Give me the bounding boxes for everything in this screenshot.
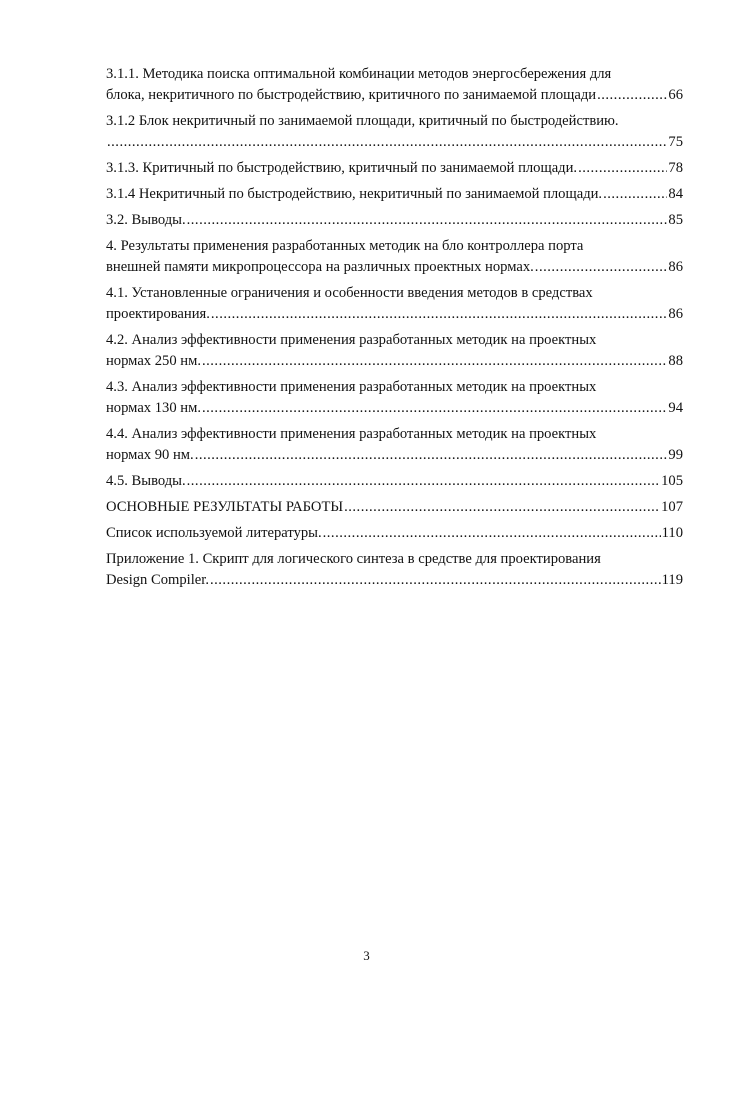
toc-entry-final-line	[106, 158, 683, 179]
dot-leader	[187, 210, 668, 231]
toc-entry-final-line	[106, 304, 683, 325]
toc-entry	[106, 471, 683, 492]
toc-entry	[106, 283, 683, 325]
toc-entry-final-line	[106, 85, 683, 106]
toc-page-number: 110	[661, 525, 683, 541]
toc-entry	[106, 111, 683, 153]
toc-entry-text-line: 4.3. Анализ эффективности применения разработанных методик на проектных	[106, 379, 597, 395]
toc-entry	[106, 184, 683, 205]
toc-entry-text: Design Compiler.	[106, 572, 209, 588]
toc-entry-final-line	[106, 497, 683, 518]
toc-entry-text: 3.2. Выводы.	[106, 212, 186, 228]
toc-entry-final-line	[106, 570, 683, 591]
toc-page-number: 78	[668, 160, 683, 176]
toc-entry-text: нормах 250 нм.	[106, 353, 201, 369]
toc-entry-text-line: 3.1.2 Блок некритичный по занимаемой площади, критичный по быстродействию.	[106, 113, 619, 129]
toc-entry-final-line	[106, 523, 683, 544]
toc-entry-final-line	[106, 210, 683, 231]
dot-leader	[578, 158, 667, 179]
toc-entry	[106, 210, 683, 231]
toc-entry-final-line	[106, 398, 683, 419]
toc-entry	[106, 158, 683, 179]
toc-entry	[106, 330, 683, 372]
toc-page-number: 94	[668, 400, 683, 416]
toc-entry	[106, 497, 683, 518]
dot-leader	[210, 570, 661, 591]
toc-entry	[106, 424, 683, 466]
toc-entry-final-line	[106, 471, 683, 492]
toc-page-number: 107	[661, 499, 683, 515]
toc-entry	[106, 523, 683, 544]
toc-page-number: 119	[661, 572, 683, 588]
toc-page-number: 86	[668, 306, 683, 322]
toc-entry-text: 3.1.4 Некритичный по быстродействию, некритичный по занимаемой площади.	[106, 186, 603, 202]
toc-entry	[106, 236, 683, 278]
dot-leader	[603, 184, 667, 205]
dot-leader	[107, 132, 667, 153]
toc-entry-text-line: 4. Результаты применения разработанных методик на бло контроллера порта	[106, 238, 584, 254]
table-of-contents	[106, 64, 683, 596]
toc-page-number: 66	[668, 87, 683, 103]
toc-entry-text-line: Приложение 1. Скрипт для логического синтеза в средстве для проектирования	[106, 551, 601, 567]
toc-entry-final-line	[106, 184, 683, 205]
toc-entry-text-line: 4.2. Анализ эффективности применения разработанных методик на проектных	[106, 332, 597, 348]
dot-leader	[195, 445, 668, 466]
toc-page-number: 86	[668, 259, 683, 275]
toc-entry-text: 4.5. Выводы.	[106, 473, 186, 489]
dot-leader	[597, 85, 667, 106]
toc-entry-text: ОСНОВНЫЕ РЕЗУЛЬТАТЫ РАБОТЫ	[106, 499, 344, 515]
toc-entry-text: нормах 90 нм.	[106, 447, 194, 463]
toc-entry-final-line	[106, 351, 683, 372]
dot-leader	[535, 257, 668, 278]
toc-entry-text-line: 3.1.1. Методика поиска оптимальной комбинации методов энергосбережения для	[106, 66, 612, 82]
toc-entry	[106, 549, 683, 591]
toc-entry-final-line	[106, 132, 683, 153]
toc-entry	[106, 377, 683, 419]
toc-entry-text-line: 4.4. Анализ эффективности применения разработанных методик на проектных	[106, 426, 597, 442]
toc-page-number: 88	[668, 353, 683, 369]
toc-page-number: 99	[668, 447, 683, 463]
toc-entry-final-line	[106, 445, 683, 466]
toc-page-number: 105	[661, 473, 683, 489]
toc-page-number: 75	[668, 134, 683, 150]
dot-leader	[202, 398, 667, 419]
dot-leader	[323, 523, 661, 544]
dot-leader	[202, 351, 667, 372]
toc-entry-text-line: 4.1. Установленные ограничения и особенности введения методов в средствах	[106, 285, 593, 301]
toc-entry-text: нормах 130 нм.	[106, 400, 201, 416]
toc-entry-final-line	[106, 257, 683, 278]
toc-page-number: 85	[668, 212, 683, 228]
dot-leader	[211, 304, 668, 325]
page-number: 3	[363, 948, 370, 963]
toc-entry-text: внешней памяти микропроцессора на различных проектных нормах.	[106, 259, 534, 275]
dot-leader	[344, 497, 660, 518]
toc-entry-text: Список используемой литературы.	[106, 525, 322, 541]
toc-entry-text: блока, некритичного по быстродействию, критичного по занимаемой площади	[106, 87, 597, 103]
toc-entry	[106, 64, 683, 106]
toc-page-number: 84	[668, 186, 683, 202]
dot-leader	[187, 471, 660, 492]
toc-entry-text: проектирования.	[106, 306, 210, 322]
toc-entry-text: 3.1.3. Критичный по быстродействию, критичный по занимаемой площади.	[106, 160, 578, 176]
